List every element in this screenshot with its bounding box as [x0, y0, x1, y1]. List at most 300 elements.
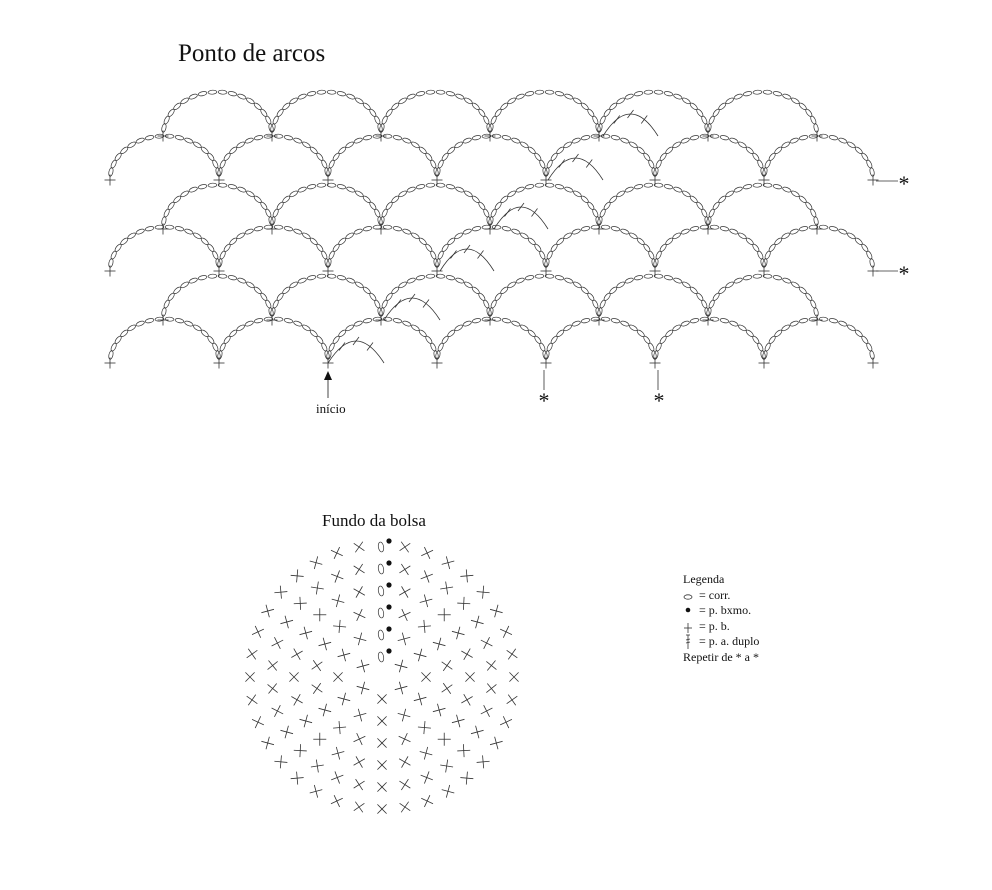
legend-heading: Legenda — [683, 572, 725, 586]
chain-stitch — [246, 190, 256, 198]
single-crochet-stitch — [478, 634, 495, 651]
single-crochet-stitch — [438, 656, 456, 674]
chain-stitch — [378, 652, 385, 663]
single-crochet-stitch — [329, 668, 347, 686]
legend-item-slip — [683, 603, 759, 619]
single-crochet-stitch — [373, 690, 391, 708]
chain-stitch — [236, 141, 246, 149]
single-crochet-stitch — [396, 538, 414, 556]
chain-stitch — [472, 318, 481, 324]
chain-stitch — [398, 97, 408, 105]
single-crochet-stitch — [330, 745, 346, 761]
chain-stitch — [229, 146, 238, 155]
single-crochet-stitch — [336, 647, 352, 663]
chain-stitch — [634, 275, 643, 281]
chain-stitch — [654, 90, 663, 95]
single-crochet-stitch — [351, 730, 368, 747]
chain-stitch — [515, 93, 525, 100]
chain-stitch — [455, 93, 465, 100]
chain-stitch — [629, 141, 639, 149]
legend-text-slip: = p. bxmo. — [699, 603, 752, 617]
chain-stitch — [161, 307, 167, 316]
treble-arch — [603, 114, 658, 136]
chain-stitch — [135, 320, 145, 327]
chain-stitch — [611, 135, 620, 141]
single-crochet-stitch — [396, 753, 414, 771]
single-crochet-stitch — [419, 544, 436, 561]
single-crochet-stitch — [476, 585, 490, 599]
chain-stitch — [672, 141, 682, 149]
chain-stitch — [161, 123, 167, 132]
chain-stitch — [680, 320, 690, 327]
chain-stitch — [307, 91, 316, 97]
chain-stitch — [720, 135, 729, 141]
single-crochet-stitch — [417, 619, 431, 633]
treble-tick — [641, 116, 647, 124]
chain-stitch — [664, 91, 673, 97]
chain-stitch — [733, 93, 743, 100]
single-crochet-stitch — [393, 680, 409, 696]
chain-stitch — [188, 93, 198, 100]
chain-stitch — [462, 228, 472, 235]
chain-stitch — [690, 318, 699, 324]
chain-stitch — [535, 274, 544, 279]
chain-stitch — [284, 226, 293, 232]
chain-stitch — [246, 97, 256, 105]
single-crochet-stitch — [285, 668, 303, 686]
chain-stitch — [507, 281, 517, 289]
chain-stitch — [293, 137, 303, 144]
chain-stitch — [729, 137, 739, 144]
chain-stitch — [789, 228, 799, 235]
chain-stitch — [462, 137, 472, 144]
chain-stitch — [426, 90, 435, 95]
chain-stitch — [175, 318, 184, 324]
single-crochet-stitch — [482, 679, 500, 697]
chain-stitch — [725, 97, 735, 105]
chain-stitch — [564, 277, 574, 284]
single-crochet-stitch — [350, 753, 368, 771]
chain-stitch — [175, 226, 184, 232]
single-crochet-stitch — [274, 755, 288, 769]
chain-stitch — [345, 232, 355, 240]
single-crochet-stitch — [393, 658, 409, 674]
chain-stitch — [680, 137, 690, 144]
chain-stitch — [682, 97, 692, 105]
chain-stitch — [620, 228, 630, 235]
chain-stitch — [672, 324, 682, 332]
chain-stitch — [218, 90, 227, 95]
single-crochet-stitch — [373, 800, 391, 818]
chain-stitch — [829, 135, 838, 141]
single-crochet-stitch — [439, 581, 454, 596]
chain-stitch — [520, 141, 530, 149]
treble-arch — [440, 249, 494, 271]
single-crochet-stitch — [313, 733, 326, 746]
chain-stitch — [229, 329, 238, 338]
single-crochet-stitch — [293, 744, 307, 758]
single-crochet-stitch — [469, 614, 485, 630]
single-crochet-stitch — [419, 792, 436, 809]
start-arrow-head — [324, 371, 332, 380]
chain-stitch — [127, 324, 137, 332]
single-crochet-stitch — [313, 608, 326, 621]
chain-stitch — [525, 91, 534, 97]
single-crochet-stitch — [396, 606, 413, 623]
chain-stitch — [244, 137, 254, 144]
legend-item-single — [683, 619, 759, 635]
chain-stitch — [297, 93, 307, 100]
chain-oval-icon — [683, 588, 697, 603]
chain-stitch — [624, 277, 634, 284]
chain-stitch — [763, 90, 772, 95]
single-crochet-stitch — [308, 555, 324, 571]
chain-stitch — [738, 232, 748, 240]
chain-stitch — [355, 97, 365, 105]
chain-stitch — [391, 195, 400, 204]
chain-stitch — [664, 275, 673, 281]
chain-stitch — [447, 329, 456, 338]
chain-stitch — [175, 135, 184, 141]
chain-stitch — [188, 277, 198, 284]
chain-stitch — [289, 281, 299, 289]
chain-stitch — [406, 186, 416, 193]
chain-stitch — [573, 281, 583, 289]
single-crochet-stitch — [505, 668, 523, 686]
chain-stitch — [502, 135, 511, 141]
chain-stitch — [869, 350, 875, 359]
single-crochet-stitch — [488, 603, 504, 619]
chain-stitch — [307, 184, 316, 190]
chain-stitch — [297, 186, 307, 193]
chain-stitch — [710, 317, 719, 322]
chain-stitch — [244, 228, 254, 235]
chain-stitch — [500, 286, 509, 295]
chain-stitch — [208, 90, 217, 95]
chain-stitch — [789, 320, 799, 327]
chain-stitch — [616, 190, 626, 198]
chain-stitch — [774, 329, 783, 338]
chain-stitch — [782, 277, 792, 284]
treble-arch — [328, 341, 384, 363]
chain-stitch — [819, 317, 828, 322]
single-crochet-stitch — [396, 560, 414, 578]
slip-stitch — [386, 560, 391, 565]
single-crochet-stitch — [482, 656, 500, 674]
single-crochet-stitch — [328, 792, 345, 809]
chain-stitch — [472, 135, 481, 141]
chain-stitch — [791, 97, 801, 105]
chain-stitch — [555, 275, 564, 281]
chain-stitch — [446, 184, 455, 190]
chain-stitch — [620, 320, 630, 327]
slip-stitch — [386, 648, 391, 653]
chain-stitch — [581, 318, 590, 324]
chain-stitch — [446, 275, 455, 281]
chain-stitch — [571, 137, 581, 144]
single-crochet-stitch — [412, 647, 428, 663]
single-crochet-stitch — [269, 634, 286, 651]
single-crochet-stitch — [373, 712, 391, 730]
chain-stitch — [455, 186, 465, 193]
single-crochet-stitch — [440, 783, 456, 799]
single-crochet-stitch — [243, 645, 261, 663]
slip-stitch — [386, 582, 391, 587]
chain-stitch — [208, 183, 217, 188]
chain-stitch — [337, 275, 346, 281]
chain-stitch — [180, 190, 190, 198]
chain-stitch — [236, 324, 246, 332]
chain-stitch — [609, 286, 618, 295]
chain-stitch — [634, 184, 643, 190]
chain-stitch — [847, 141, 857, 149]
single-crochet-stitch — [328, 544, 345, 561]
chain-stitch — [672, 232, 682, 240]
single-crochet-stitch — [460, 771, 474, 785]
chain-stitch — [743, 184, 752, 190]
chain-stitch — [782, 186, 792, 193]
chain-stitch — [738, 324, 748, 332]
single-crochet-stitch — [293, 597, 307, 611]
chain-stitch — [127, 141, 137, 149]
chain-stitch — [426, 274, 435, 279]
chain-stitch — [682, 281, 692, 289]
treble-tick — [478, 251, 484, 259]
chain-stitch — [564, 186, 574, 193]
slip-stitch — [386, 538, 391, 543]
single-crochet-stitch — [336, 691, 352, 707]
chain-stitch — [520, 232, 530, 240]
chain-stitch — [644, 274, 653, 279]
slip-dot-icon — [683, 603, 697, 618]
repeat-marker-bottom-left: * — [538, 388, 550, 413]
chain-stitch — [813, 307, 819, 316]
chain-stitch — [145, 318, 154, 324]
chain-stitch — [307, 275, 316, 281]
chain-stitch — [302, 232, 312, 240]
chain-stitch — [135, 228, 145, 235]
chain-stitch — [454, 232, 464, 240]
single-crochet-stitch — [396, 707, 412, 723]
chain-stitch — [180, 97, 190, 105]
chain-stitch — [781, 141, 791, 149]
chain-stitch — [616, 281, 626, 289]
chain-stitch — [573, 190, 583, 198]
chain-stitch — [127, 232, 137, 240]
chain-stitch — [573, 97, 583, 105]
single-crochet-stitch — [440, 555, 456, 571]
chain-stitch — [173, 195, 182, 204]
single-crochet-stitch — [438, 733, 451, 746]
single-crochet-stitch — [329, 769, 346, 786]
single-crochet-stitch — [458, 645, 476, 663]
legend-text-chain: = corr. — [699, 587, 731, 602]
legend-item-chain — [683, 588, 759, 604]
chain-stitch — [302, 141, 312, 149]
single-crochet-stitch — [350, 583, 368, 601]
chain-stitch — [738, 141, 748, 149]
chain-stitch — [644, 90, 653, 95]
chain-stitch — [718, 195, 727, 204]
treble-tick — [423, 300, 429, 308]
single-crochet-stitch — [439, 759, 454, 774]
repeat-marker-right-upper: * — [898, 171, 910, 196]
chain-stitch — [274, 317, 283, 322]
chain-stitch — [564, 93, 574, 100]
chain-stitch — [581, 135, 590, 141]
chain-stitch — [733, 186, 743, 193]
single-crochet-stitch — [290, 771, 304, 785]
chain-stitch — [665, 329, 674, 338]
diagram-title-bag-bottom: Fundo da bolsa — [322, 511, 426, 530]
treble-tick — [451, 251, 457, 259]
chain-stitch — [743, 91, 752, 97]
single-crochet-stitch — [308, 783, 324, 799]
chain-stitch — [327, 90, 336, 95]
chain-stitch — [773, 184, 782, 190]
chain-stitch — [411, 141, 421, 149]
chain-stitch — [555, 184, 564, 190]
chain-stitch — [193, 324, 203, 332]
chain-stitch — [611, 226, 620, 232]
single-crochet-stitch — [478, 702, 495, 719]
chain-stitch — [454, 324, 464, 332]
single-crochet-stitch — [298, 713, 314, 729]
repeat-marker-right-lower: * — [898, 261, 910, 286]
chain-stitch — [673, 93, 683, 100]
chain-stitch — [317, 183, 326, 188]
single-crochet-stitch — [310, 759, 325, 774]
single-crochet-stitch — [396, 730, 413, 747]
single-crochet-stitch — [460, 569, 474, 583]
chain-stitch — [500, 102, 509, 111]
treble-arch — [494, 207, 548, 229]
chain-stitch — [743, 275, 752, 281]
chain-stitch — [472, 226, 481, 232]
single-crochet-stitch — [329, 568, 346, 585]
chain-stitch — [108, 350, 114, 359]
chain-stitch — [208, 274, 217, 279]
chain-stitch — [616, 97, 626, 105]
chain-stitch — [665, 146, 674, 155]
single-crochet-stitch — [243, 691, 261, 709]
single-crochet-stitch — [298, 625, 314, 641]
chain-stitch — [120, 237, 129, 246]
treble-stitch-icon — [683, 634, 697, 649]
single-crochet-stitch — [458, 691, 476, 709]
chain-stitch — [507, 97, 517, 105]
chain-stitch — [346, 277, 356, 284]
chain-stitch — [184, 320, 194, 327]
treble-tick — [559, 160, 565, 168]
single-crochet-stitch — [308, 679, 326, 697]
chain-stitch — [813, 216, 819, 225]
legend-repeat-note: Repetir de * a * — [683, 649, 759, 664]
legend-text-single: = p. b. — [699, 618, 730, 633]
single-crochet-stitch — [438, 608, 451, 621]
chain-stitch — [729, 228, 739, 235]
chain-stitch — [228, 91, 237, 97]
chain-stitch — [789, 137, 799, 144]
chain-stitch — [664, 184, 673, 190]
single-crochet-stitch — [373, 778, 391, 796]
chain-stitch — [774, 237, 783, 246]
single-crochet-stitch — [450, 625, 466, 641]
chain-stitch — [229, 237, 238, 246]
chain-stitch — [492, 317, 501, 322]
chain-stitch — [393, 226, 402, 232]
chain-stitch — [406, 93, 416, 100]
chain-stitch — [773, 91, 782, 97]
treble-tick — [339, 343, 345, 351]
chain-stitch — [337, 184, 346, 190]
chain-stitch — [161, 216, 167, 225]
chain-stitch — [690, 226, 699, 232]
chain-stitch — [338, 237, 347, 246]
chain-stitch — [500, 195, 509, 204]
single-crochet-stitch — [461, 668, 479, 686]
single-crochet-stitch — [450, 713, 466, 729]
chain-stitch — [193, 232, 203, 240]
single-crochet-stitch — [290, 569, 304, 583]
chain-stitch — [571, 320, 581, 327]
single-crochet-stitch — [396, 798, 414, 816]
single-crochet-stitch — [263, 679, 281, 697]
chain-stitch — [393, 318, 402, 324]
chain-stitch — [563, 141, 573, 149]
chain-stitch — [847, 324, 857, 332]
chain-stitch — [402, 137, 412, 144]
single-crochet-stitch — [288, 691, 306, 709]
chain-stitch — [525, 275, 534, 281]
chain-stitch — [782, 93, 792, 100]
single-crochet-stitch — [418, 593, 434, 609]
chain-stitch — [345, 141, 355, 149]
chain-stitch — [188, 186, 198, 193]
single-crochet-stitch — [431, 636, 447, 652]
single-crochet-stitch — [355, 680, 371, 696]
chain-stitch — [173, 286, 182, 295]
chain-stitch — [184, 137, 194, 144]
chain-stitch — [345, 324, 355, 332]
single-crochet-stitch — [333, 619, 347, 633]
chain-stitch — [416, 275, 425, 281]
single-crochet-stitch — [396, 776, 414, 794]
chain-stitch — [690, 135, 699, 141]
chain-stitch — [398, 281, 408, 289]
chain-stitch — [525, 184, 534, 190]
chain-stitch — [244, 320, 254, 327]
chain-stitch — [135, 137, 145, 144]
single-crochet-stitch — [350, 538, 368, 556]
chain-stitch — [446, 91, 455, 97]
chain-stitch — [733, 277, 743, 284]
chain-stitch — [753, 274, 762, 279]
chain-stitch — [198, 91, 207, 97]
single-crochet-stitch — [260, 735, 276, 751]
single-crochet-stitch — [274, 585, 288, 599]
chain-stitch — [799, 226, 808, 232]
chain-stitch — [284, 318, 293, 324]
repeat-marker-bottom-right: * — [653, 388, 665, 413]
chain-stitch — [847, 232, 857, 240]
chain-stitch — [813, 123, 819, 132]
chain-stitch — [355, 190, 365, 198]
chain-stitch — [363, 318, 372, 324]
chain-stitch — [406, 277, 416, 284]
chain-stitch — [236, 232, 246, 240]
chain-stitch — [511, 228, 521, 235]
